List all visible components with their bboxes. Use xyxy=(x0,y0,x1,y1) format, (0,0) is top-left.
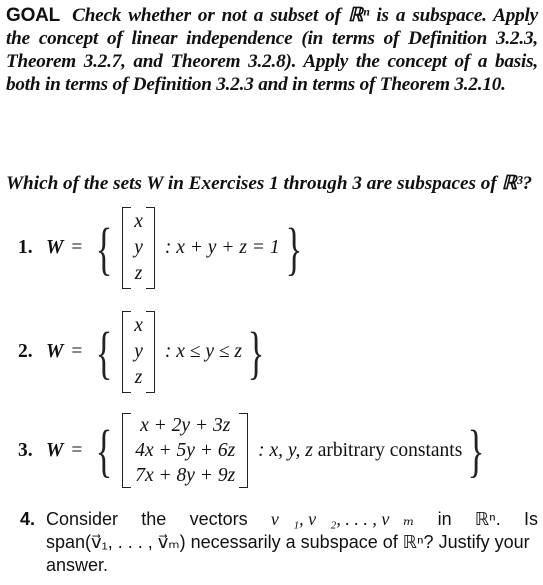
condition-variables: : x, y, z xyxy=(258,439,313,461)
set-symbol: W xyxy=(46,237,64,258)
set-symbol: W xyxy=(46,439,64,461)
right-bracket xyxy=(146,207,155,289)
vector-entry: y xyxy=(134,341,143,362)
word: vectors xyxy=(189,509,248,529)
column-vector xyxy=(122,413,248,488)
set-condition xyxy=(258,440,462,462)
right-brace: } xyxy=(247,319,265,385)
exercise-3 xyxy=(18,413,490,488)
exercise-number: 4. xyxy=(20,509,36,529)
exercise-4-first-line xyxy=(20,508,538,531)
set-symbol: W xyxy=(46,341,64,362)
right-bracket xyxy=(146,311,155,393)
left-brace: { xyxy=(95,418,113,483)
vector-entry: x xyxy=(134,211,143,232)
column-vector xyxy=(122,311,155,393)
right-brace: } xyxy=(285,215,302,281)
exercise-4-rest: span(v⃗₁, . . . , v⃗ₘ) necessarily a subspace of ℝⁿ? Justify your answer. xyxy=(46,532,530,575)
set-condition: : x + y + z = 1 xyxy=(164,237,280,258)
goal-label: GOAL xyxy=(6,5,61,26)
goal-text: Check whether or not a subset of ℝⁿ is a subspace. Apply the concept of linear independence (in terms of Definition 3.2.3, Theorem 3.2.7, and Theorem 3.2.8). Apply the concept of a basis, both in terms of Definition 3.2.3 and in terms of Theorem 3.2.10. xyxy=(6,5,538,95)
vector-entry: x + 2y + 3z xyxy=(140,415,231,436)
equals-sign: = xyxy=(71,341,83,362)
set-condition: : x ≤ y ≤ z xyxy=(164,341,243,362)
exercise-number: 1. xyxy=(18,237,33,258)
equals-sign: = xyxy=(71,439,83,461)
vector-entry: x xyxy=(134,315,143,336)
exercises-question: Which of the sets W in Exercises 1 through 3 are subspaces of ℝ³? xyxy=(6,173,533,194)
column-vector xyxy=(122,207,155,289)
equals-sign: = xyxy=(71,237,83,258)
left-bracket xyxy=(122,207,131,289)
word: ℝⁿ. xyxy=(474,509,501,529)
word: the xyxy=(141,509,167,529)
vector-list: v⃗₁, v⃗₂, . . . , v⃗ₘ xyxy=(270,509,415,529)
condition-suffix: arbitrary constants xyxy=(317,439,463,461)
exercise-2 xyxy=(18,311,270,393)
word: in xyxy=(437,509,452,529)
vector-entry: z xyxy=(134,263,143,284)
left-brace: { xyxy=(95,319,113,385)
word: Is xyxy=(523,509,538,529)
goal-paragraph xyxy=(6,4,538,96)
left-bracket xyxy=(122,413,131,488)
right-brace: } xyxy=(467,418,485,483)
right-bracket xyxy=(239,413,248,488)
left-bracket xyxy=(122,311,131,393)
exercise-number: 2. xyxy=(18,341,33,362)
vector-entry: 4x + 5y + 6z xyxy=(135,440,236,461)
exercise-1 xyxy=(18,207,307,289)
exercise-number: 3. xyxy=(18,439,33,461)
exercise-4 xyxy=(20,508,538,577)
left-brace: { xyxy=(95,215,113,281)
vector-entry: y xyxy=(134,237,143,258)
vector-entry: 7x + 8y + 9z xyxy=(135,465,236,486)
vector-entry: z xyxy=(134,367,143,388)
word: Consider xyxy=(46,509,119,529)
